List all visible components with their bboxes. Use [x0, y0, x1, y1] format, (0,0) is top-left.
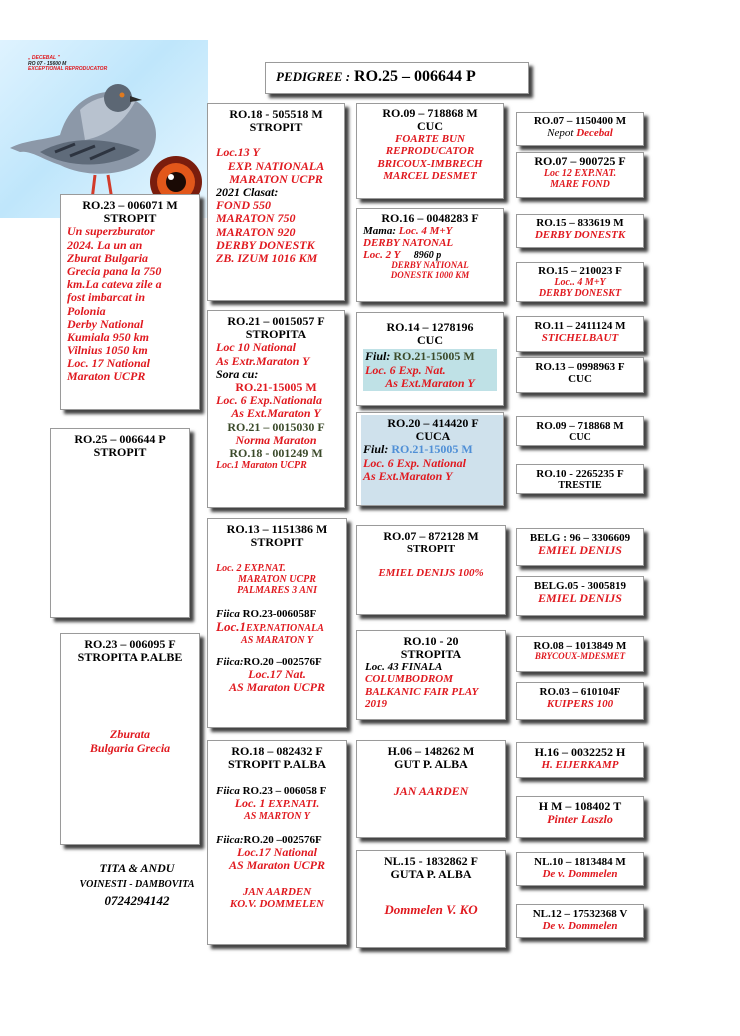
- g4-card: [516, 852, 644, 886]
- g4-card: [516, 112, 644, 146]
- sdd-ring: RO.20 – 414420 F: [387, 416, 479, 430]
- ddd-name: GUTA P. ALBA: [390, 867, 472, 882]
- dd-ring: RO.18 – 082432 F: [231, 744, 323, 758]
- ds-line: MARATON UCPR: [238, 574, 316, 586]
- g4-note-2: DERBY DONESKT: [538, 288, 622, 300]
- ss-name: STROPIT: [249, 120, 303, 135]
- ss-line: DERBY DONESTK: [216, 237, 315, 252]
- dss-name: STROPIT: [406, 543, 456, 556]
- dd-fiica-label: Fiica: [216, 785, 240, 798]
- g4-card: [516, 682, 644, 720]
- g4-card: [516, 576, 644, 616]
- breeder-place: VOINESTI - DAMBOVITA: [79, 879, 195, 891]
- dd-loc-b: EXP.NATI.: [268, 798, 320, 811]
- g4-note: TRESTIE: [558, 480, 602, 492]
- g4-ring: RO.03 – 610104F: [539, 686, 621, 698]
- dam-card: [60, 633, 200, 845]
- dd-name: STROPIT P.ALBA: [227, 757, 327, 772]
- ddd-ring: NL.15 - 1832862 F: [384, 854, 478, 868]
- g4-note: EMIEL DENIJS: [538, 543, 622, 558]
- sds-line: As Ext.Maraton Y: [385, 375, 475, 390]
- sd-line: Loc.1 Maraton UCPR: [216, 460, 307, 472]
- sd-line: Loc 10 National: [216, 340, 296, 355]
- pigeon-photo: [0, 40, 208, 218]
- subject-ring: RO.25 – 006644 P: [74, 432, 166, 446]
- sdd-line: Loc. 6 Exp. National: [363, 455, 467, 470]
- g4-ring: RO.07 – 1150400 M: [533, 115, 627, 127]
- sss-line: BRICOUX-IMBRECH: [377, 157, 483, 170]
- sd-name: STROPITA: [245, 327, 307, 342]
- sire-note: Grecia pana la 750: [67, 263, 162, 278]
- sss-line: FOARTE BUN: [395, 133, 465, 146]
- dam-note: Bulgaria Grecia: [89, 740, 171, 755]
- sire-note: 2024. La un an: [67, 237, 143, 252]
- ds-line: PALMARES 3 ANI: [236, 585, 318, 597]
- ssd-mama-loc: Loc. 4 M+Y: [398, 225, 453, 238]
- sire-card: [60, 194, 200, 410]
- dds-ring: H.06 – 148262 M: [387, 744, 475, 758]
- dss-ring: RO.07 – 872128 M: [383, 529, 479, 543]
- sd-line: Loc. 6 Exp.Nationala: [216, 393, 323, 408]
- g4-note: De v. Dommelen: [542, 920, 618, 933]
- g4-note-2: Decebal: [576, 127, 613, 140]
- sd-line: Sora cu:: [216, 366, 259, 381]
- dsd-line: Loc. 43 FINALA: [365, 661, 443, 674]
- title-ring: RO.25 – 006644 P: [354, 68, 476, 85]
- dd-loc: Loc. 1: [234, 796, 266, 811]
- g4-card: [516, 214, 644, 248]
- sire-note: Vilnius 1050 km: [67, 343, 148, 358]
- sss-name: CUC: [417, 119, 443, 134]
- pedigree-title: [265, 62, 529, 94]
- g4-note: BRYCOUX-MDESMET: [534, 651, 626, 662]
- sds-ring: RO.14 – 1278196: [386, 320, 474, 334]
- dam-ring: RO.23 – 006095 F: [84, 637, 176, 651]
- sire-dam-card: [207, 310, 345, 508]
- g4-note: CUC: [568, 373, 592, 386]
- sire-note: Zburat Bulgaria: [67, 250, 149, 265]
- g4-card: [516, 742, 644, 778]
- sss-line: MARCEL DESMET: [383, 169, 477, 182]
- dd-line: Loc.17 National: [237, 844, 317, 859]
- sdd-name: CUCA: [415, 429, 451, 444]
- g4-ring: H.16 – 0032252 H: [534, 745, 626, 759]
- ss-line: 2021 Clasat:: [216, 184, 279, 199]
- sd-line: RO.21-15005 M: [235, 379, 317, 394]
- ddd-card: [356, 850, 506, 948]
- ssd-loc: Loc. 2 Y: [363, 249, 400, 262]
- ds-line: AS MARATON Y: [241, 634, 313, 646]
- dd-line: KO.V. DOMMELEN: [229, 898, 325, 911]
- sire-note: Un superzburator: [67, 224, 155, 239]
- dam-dam-card: [207, 740, 347, 945]
- dsd-name: STROPITA: [400, 647, 462, 662]
- g4-card: [516, 636, 644, 672]
- ds-fiica2-ring: RO.20 –002576F: [243, 655, 322, 668]
- sire-note: Polonia: [67, 303, 106, 318]
- g4-ring: RO.15 – 210023 F: [538, 265, 622, 277]
- dd-fiica-ring: RO.23 – 006058 F: [242, 785, 327, 798]
- dsd-line: BALKANIC FAIR PLAY: [365, 685, 479, 698]
- sire-note: fost imbarcat in: [67, 290, 146, 305]
- sds-name: CUC: [417, 333, 443, 348]
- dss-line: EMIEL DENIJS 100%: [378, 567, 484, 580]
- sire-name: STROPIT: [103, 211, 157, 226]
- dsd-line: COLUMBODROM: [365, 673, 454, 686]
- sdd-line: As Ext.Maraton Y: [363, 468, 453, 483]
- sdd-fiul-label: Fiul:: [363, 442, 389, 457]
- ss-line: MARATON 920: [216, 224, 296, 239]
- g4-note: Pinter Laszlo: [547, 812, 613, 827]
- g4-note: De v. Dommelen: [542, 868, 618, 881]
- g4-note: Loc 12 EXP.NAT.: [543, 168, 617, 180]
- ss-line: EXP. NATIONALA: [227, 158, 325, 173]
- sire-note: Maraton UCPR: [67, 369, 146, 384]
- g4-card: [516, 464, 644, 494]
- ds-name: STROPIT: [250, 535, 304, 550]
- ss-line: Loc.13 Y: [216, 145, 260, 160]
- g4-ring: H M – 108402 T: [538, 799, 622, 813]
- g4-note: H. EIJERKAMP: [541, 759, 619, 772]
- sire-ring: RO.23 – 006071 M: [82, 198, 178, 212]
- g4-card: [516, 796, 644, 838]
- g4-card: [516, 528, 644, 566]
- g4-ring: BELG : 96 – 3306609: [529, 532, 631, 544]
- ddd-line: Dommelen V. KO: [384, 902, 478, 918]
- sire-note: Derby National: [67, 316, 144, 331]
- g4-ring: RO.13 – 0998963 F: [535, 361, 625, 373]
- ssd-card: [356, 208, 504, 302]
- g4-note: Nepot: [547, 127, 574, 140]
- sss-line: REPRODUCATOR: [385, 145, 475, 158]
- photo-caption-2: RO 07 - 15600 M: [28, 60, 67, 67]
- dam-sire-card: [207, 518, 347, 728]
- dsd-card: [356, 630, 506, 720]
- ds-fiica-label: Fiica: [216, 608, 240, 621]
- ss-ring: RO.18 - 505518 M: [229, 107, 323, 121]
- sire-note: km.La cateva zile a: [67, 277, 162, 292]
- g4-card: [516, 904, 644, 938]
- sds-card: [356, 312, 504, 406]
- g4-note: CUC: [569, 432, 591, 444]
- subject-name: STROPIT: [93, 445, 147, 460]
- ssd-mama-label: Mama:: [363, 225, 396, 238]
- dd-fiica2-ring: RO.20 –002576F: [243, 833, 322, 846]
- dsd-line: 2019: [365, 697, 387, 710]
- breeder-names: TITA & ANDU: [99, 861, 175, 875]
- breeder-phone: 0724294142: [104, 893, 170, 909]
- g4-note: EMIEL DENIJS: [538, 591, 622, 606]
- photo-caption-1: „ DECEBAL ": [28, 55, 60, 61]
- ds-fiica-ring: RO.23-006058F: [242, 608, 317, 621]
- sds-fiul-ring: RO.21-15005 M: [393, 349, 475, 364]
- dds-card: [356, 740, 506, 838]
- ssd-points: 8960 p: [413, 250, 442, 262]
- sd-line: RO.18 - 001249 M: [229, 445, 323, 460]
- g4-card: [516, 262, 644, 302]
- g4-ring: BELG.05 - 3005819: [534, 580, 626, 592]
- g4-ring: NL.12 – 17532368 V: [532, 908, 628, 920]
- sd-line: RO.21 – 0015030 F: [227, 419, 325, 434]
- ssd-line: DERBY NATIONAL: [391, 260, 469, 271]
- g4-ring: NL.10 – 1813484 M: [534, 856, 626, 868]
- dds-name: GUT P. ALBA: [394, 757, 468, 772]
- sdd-card: [356, 412, 504, 506]
- g4-ring: RO.09 – 718868 M: [536, 420, 624, 432]
- dd-line: JAN AARDEN: [242, 886, 312, 899]
- sds-line: Loc. 6 Exp. Nat.: [365, 362, 446, 377]
- ssd-ring: RO.16 – 0048283 F: [381, 211, 479, 225]
- g4-ring: RO.08 – 1013849 M: [533, 640, 627, 652]
- sd-line: Norma Maraton: [235, 432, 317, 447]
- g4-note: DERBY DONESTK: [534, 229, 626, 242]
- sdd-fiul-ring: RO.21-15005 M: [391, 442, 473, 457]
- sss-ring: RO.09 – 718868 M: [382, 106, 478, 120]
- ds-line: Loc.17 Nat.: [248, 666, 306, 681]
- g4-note-2: MARE FOND: [550, 179, 610, 191]
- ds-line: Loc. 2 EXP.NAT.: [216, 563, 286, 575]
- g4-note: STICHELBAUT: [541, 332, 619, 345]
- g4-ring: RO.15 – 833619 M: [536, 217, 624, 229]
- g4-ring: RO.07 – 900725 F: [534, 154, 626, 168]
- sss-card: [356, 103, 504, 199]
- ds-ring: RO.13 – 1151386 M: [226, 522, 328, 536]
- subject-card: [50, 428, 190, 618]
- g4-card: [516, 152, 644, 198]
- ds-fiica2-label: Fiica:: [216, 655, 244, 668]
- ssd-line: DONESTK 1000 KM: [390, 270, 470, 281]
- photo-caption-3: EXCEPTIONAL REPRODUCATOR: [28, 66, 108, 72]
- sd-line: As Extr.Maraton Y: [216, 353, 310, 368]
- g4-note: Loc.. 4 M+Y: [554, 277, 606, 289]
- ss-line: MARATON UCPR: [229, 171, 323, 186]
- g4-ring: RO.10 - 2265235 F: [536, 468, 624, 480]
- dss-card: [356, 525, 506, 615]
- sd-line: As Ext.Maraton Y: [231, 406, 321, 421]
- ss-line: MARATON 750: [216, 211, 296, 226]
- g4-card: [516, 416, 644, 446]
- dsd-ring: RO.10 - 20: [403, 634, 459, 648]
- dds-line: JAN AARDEN: [393, 784, 469, 799]
- title-label: PEDIGREE :: [276, 69, 351, 84]
- sire-note: Kumiala 950 km: [67, 329, 150, 344]
- sire-sire-card: [207, 103, 345, 301]
- ds-loc-b: EXP.NATIONALA: [245, 623, 324, 635]
- sds-fiul-label: Fiul:: [365, 349, 391, 364]
- breeder-contact: [62, 862, 212, 908]
- dam-name: STROPITA P.ALBE: [77, 650, 183, 665]
- ssd-line: DERBY NATONAL: [363, 237, 454, 250]
- ss-line: FOND 550: [216, 198, 272, 213]
- ds-loc: Loc.1: [216, 619, 246, 635]
- sd-ring: RO.21 – 0015057 F: [227, 314, 325, 328]
- dd-fiica2-label: Fiica:: [216, 833, 244, 846]
- dd-line: AS MARTON Y: [244, 810, 310, 822]
- g4-card: [516, 316, 644, 352]
- sire-note: Loc. 17 National: [67, 356, 150, 371]
- ds-line: AS Maraton UCPR: [228, 680, 326, 695]
- dam-note: Zburata: [109, 727, 150, 742]
- g4-card: [516, 357, 644, 393]
- g4-ring: RO.11 – 2411124 M: [534, 320, 626, 332]
- ss-line: ZB. IZUM 1016 KM: [216, 250, 318, 265]
- g4-note: KUIPERS 100: [546, 698, 614, 711]
- dd-line: AS Maraton UCPR: [228, 857, 326, 872]
